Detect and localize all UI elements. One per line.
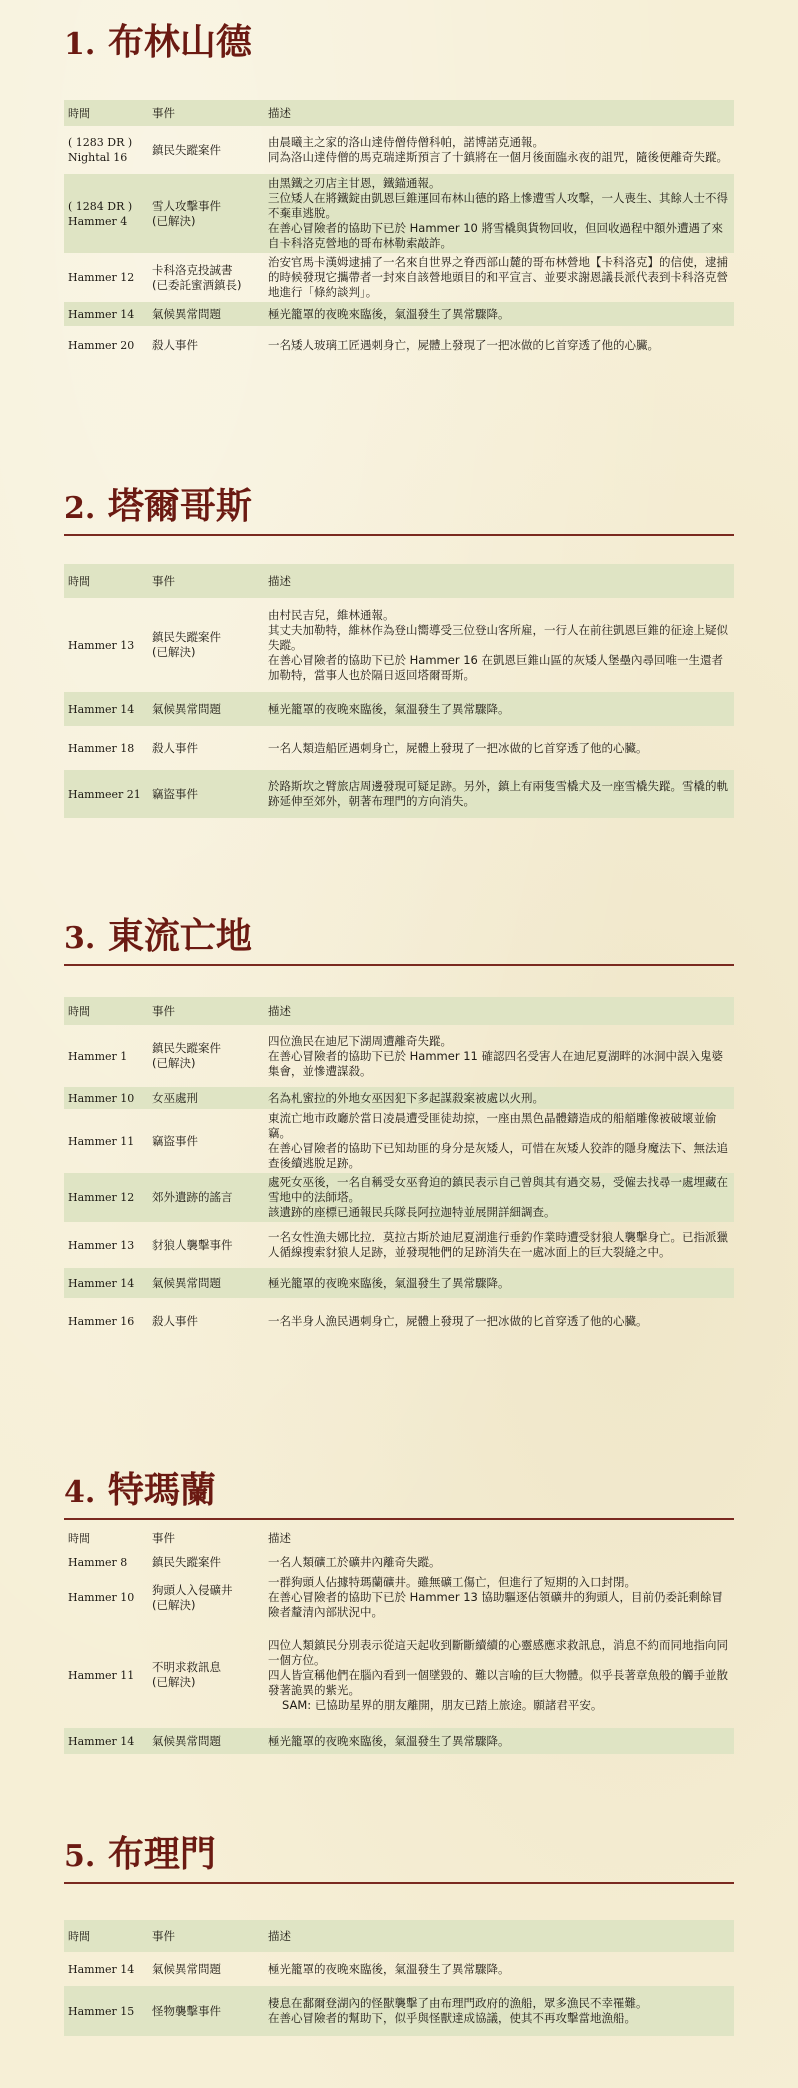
event-cell — [148, 1622, 264, 1728]
event-line: 豺狼人襲擊事件 — [152, 1237, 233, 1252]
description-line: 一名矮人玻璃工匠遇刺身亡，屍體上發現了一把冰做的匕首穿透了他的心臟。 — [268, 337, 659, 352]
table-row — [64, 1952, 734, 1986]
time-line: Hammer 14 — [68, 1276, 135, 1290]
time-cell — [64, 1173, 148, 1222]
event-cell — [148, 770, 264, 818]
section-title — [64, 1468, 734, 1512]
time-line: Hammer 1 — [68, 1049, 128, 1063]
description-line: 在善心冒險者的協助下已於 Hammer 16 在凱恩巨錐山區的灰矮人堡壘內尋回唯一生還者加勒特，當事人也於隔日返回塔爾哥斯。 — [268, 652, 723, 682]
description-line: 一群狗頭人佔據特瑪蘭礦井。雖無礦工傷亡，但進行了短期的入口封閉。 — [268, 1575, 636, 1589]
description-cell — [264, 1087, 734, 1109]
description-line: 一名人類礦工於礦井內離奇失蹤。 — [268, 1554, 441, 1569]
time-line: Hammer 12 — [68, 1191, 135, 1204]
description-cell — [264, 1222, 734, 1268]
event-line: 鎮民失蹤案件 — [152, 1554, 221, 1569]
description-line: 其丈夫加勒特，維林作為登山嚮導受三位登山客所雇，一行人在前往凱恩巨錐的征途上疑似失蹤。 — [268, 622, 728, 652]
table-header-row — [64, 1920, 734, 1952]
event-line: 氣候異常問題 — [152, 1733, 221, 1748]
table-row — [64, 253, 734, 302]
time-line: Hammer 8 — [68, 1555, 128, 1569]
event-line: 氣候異常問題 — [152, 1275, 221, 1290]
section-3 — [64, 914, 734, 966]
description-line: 於路斯坎之臂旅店周邊發現可疑足跡。另外，鎮上有兩隻雪橇犬及一座雪橇失蹤。雪橇的軌跡延伸至郊外，朝著布理門的方向消失。 — [268, 779, 728, 808]
event-cell — [148, 1551, 264, 1573]
event-line: (已解決) — [152, 213, 196, 228]
description-cell — [264, 692, 734, 726]
column-header: 時間 — [64, 997, 148, 1025]
column-header: 時間 — [64, 564, 148, 598]
description-line: 在善心冒險者的幫助下，似乎與怪獸達成協議，使其不再攻擊當地漁船。 — [268, 2011, 636, 2025]
description-line: 同為洛山達侍僧的馬克瑞達斯預言了十鎮將在一個月後面臨永夜的詛咒，隨後便離奇失蹤。 — [268, 150, 728, 164]
table-row — [64, 326, 734, 364]
section-rule — [64, 1518, 734, 1520]
description-cell — [264, 1268, 734, 1298]
table-row — [64, 1551, 734, 1573]
table-5 — [64, 1920, 734, 2036]
event-line: 竊盜事件 — [152, 786, 198, 801]
description-line: 在善心冒險者的協助下已於 Hammer 11 確認四名受害人在迪尼夏湖畔的冰洞中誤入鬼婆集會，並慘遭謀殺。 — [268, 1048, 723, 1078]
time-cell — [64, 1087, 148, 1109]
events-table — [64, 100, 734, 364]
event-line: (已解決) — [152, 1675, 196, 1689]
description-line: 四位漁民在迪尼下湖周遭離奇失蹤。 — [268, 1033, 452, 1048]
column-header: 描述 — [264, 1920, 734, 1952]
time-line: Hammeer 21 — [68, 787, 141, 801]
section-title — [64, 914, 734, 958]
description-line: 在善心冒險者的協助下已於 Hammer 10 將雪橇與貨物回收，但回收過程中額外遭遇了來自卡科洛克營地的哥布林勒索敲詐。 — [268, 221, 723, 250]
description-line: 一名半身人漁民遇刺身亡，屍體上發現了一把冰做的匕首穿透了他的心臟。 — [268, 1313, 648, 1328]
description-line: 棲息在鄱爾登湖內的怪獸襲擊了由布理門政府的漁船，眾多漁民不幸罹難。 — [268, 1996, 648, 2010]
time-line: Hammer 10 — [68, 1091, 135, 1105]
table-4 — [64, 1525, 734, 1754]
event-line: (已解決) — [152, 1056, 196, 1070]
events-table — [64, 997, 734, 1344]
description-cell — [264, 1573, 734, 1622]
table-header-row — [64, 564, 734, 598]
event-cell — [148, 1222, 264, 1268]
description-cell — [264, 1622, 734, 1728]
description-cell — [264, 1551, 734, 1573]
column-header: 事件 — [148, 997, 264, 1025]
table-header-row — [64, 997, 734, 1025]
description-line: 極光籠罩的夜晚來臨後，氣溫發生了異常驟降。 — [268, 1275, 510, 1290]
event-line: 雪人攻擊事件 — [152, 198, 221, 213]
table-row — [64, 598, 734, 692]
event-cell — [148, 1087, 264, 1109]
events-table — [64, 564, 734, 818]
section-title — [64, 1832, 734, 1876]
section-number: 5. — [64, 1839, 96, 1874]
time-cell — [64, 326, 148, 364]
column-header: 時間 — [64, 1920, 148, 1952]
description-cell — [264, 1109, 734, 1173]
description-cell — [264, 1728, 734, 1754]
description-line: 治安官馬卡漢姆逮捕了一名來自世界之脊西部山麓的哥布林營地【卡科洛克】的信使，逮捕的時候發現它攜帶者一封來自該營地頭目的和平宣言、並要求謝恩議長派代表到卡科洛克營地進行「條約談判」。 — [268, 255, 728, 299]
table-row — [64, 726, 734, 770]
section-name: 特瑪蘭 — [107, 1469, 216, 1511]
event-line: (已委託蜜酒鎮長) — [152, 277, 242, 292]
time-line: Hammer 14 — [68, 1734, 135, 1748]
table-row — [64, 302, 734, 326]
description-line: 三位矮人在將鐵錠由凱恩巨錐運回布林山德的路上慘遭雪人攻擊，一人喪生、其餘人士不得不棄車逃脫。 — [268, 191, 728, 220]
description-cell — [264, 770, 734, 818]
event-cell — [148, 126, 264, 174]
table-row — [64, 1728, 734, 1754]
events-table — [64, 1920, 734, 2036]
section-1 — [64, 20, 734, 92]
event-cell — [148, 726, 264, 770]
event-cell — [148, 1573, 264, 1622]
time-line: Hammer 15 — [68, 2004, 135, 2018]
description-cell — [264, 326, 734, 364]
table-row — [64, 1986, 734, 2036]
column-header: 時間 — [64, 100, 148, 126]
description-line: 由黑鐵之刃店主甘恩，鐵錨通報。 — [268, 176, 441, 190]
time-cell — [64, 598, 148, 692]
event-line: 不明求救訊息 — [152, 1660, 221, 1674]
time-cell — [64, 692, 148, 726]
description-line: 極光籠罩的夜晚來臨後，氣溫發生了異常驟降。 — [268, 1961, 510, 1976]
table-row — [64, 1268, 734, 1298]
time-line: Hammer 20 — [68, 338, 135, 352]
column-header: 描述 — [264, 100, 734, 126]
column-header: 描述 — [264, 997, 734, 1025]
section-number: 3. — [64, 921, 96, 956]
event-cell — [148, 1109, 264, 1173]
event-line: (已解決) — [152, 645, 196, 659]
column-header: 事件 — [148, 100, 264, 126]
time-line: Hammer 11 — [68, 1134, 135, 1148]
description-line: 東流亡地市政廳於當日凌晨遭受匪徒劫掠，一座由黑色晶體鑄造成的船艏雕像被破壞並偷竊。 — [268, 1111, 717, 1140]
section-5 — [64, 1832, 734, 1884]
table-header-row — [64, 100, 734, 126]
description-line: 一名女性漁夫娜比拉．莫拉古斯於迪尼夏湖進行垂釣作業時遭受豺狼人襲擊身亡。已指派獵人循線搜索豺狼人足跡，並發現牠們的足跡消失在一處冰面上的巨大裂縫之中。 — [268, 1230, 728, 1259]
event-cell — [148, 1298, 264, 1344]
table-row — [64, 1109, 734, 1173]
time-cell — [64, 1268, 148, 1298]
description-line: SAM: 已協助星界的朋友離開，朋友已踏上旅途。願諸君平安。 — [282, 1697, 603, 1712]
event-cell — [148, 1728, 264, 1754]
table-row — [64, 174, 734, 253]
column-header: 描述 — [264, 564, 734, 598]
time-cell — [64, 174, 148, 253]
description-line: 在善心冒險者的協助下已於 Hammer 13 協助驅逐佔領礦井的狗頭人，目前仍委託剩餘冒險者釐清內部狀況中。 — [268, 1590, 723, 1619]
description-cell — [264, 1986, 734, 2036]
table-row — [64, 126, 734, 174]
description-line: 四人皆宣稱他們在腦內看到一個墜毀的、難以言喻的巨大物體。似乎長著章魚般的觸手並散發著詭異的紫光。 — [268, 1667, 728, 1697]
time-line: Hammer 10 — [68, 1591, 135, 1604]
table-2 — [64, 564, 734, 818]
time-line: Hammer 13 — [68, 1238, 135, 1252]
time-cell — [64, 1551, 148, 1573]
column-header: 時間 — [68, 1531, 90, 1545]
column-header: 描述 — [268, 1530, 291, 1545]
table-row — [64, 1173, 734, 1222]
table-row — [64, 1622, 734, 1728]
event-line: 殺人事件 — [152, 1313, 198, 1328]
section-name: 布林山德 — [107, 21, 252, 63]
description-cell — [264, 1298, 734, 1344]
event-cell — [148, 174, 264, 253]
section-rule — [64, 534, 734, 536]
description-cell — [264, 302, 734, 326]
event-line: 氣候異常問題 — [152, 1961, 221, 1976]
table-1 — [64, 100, 734, 364]
event-line: 狗頭人入侵礦井 — [152, 1582, 233, 1597]
table-header-row — [64, 1525, 734, 1551]
time-line: Hammer 14 — [68, 1962, 135, 1976]
table-row — [64, 1222, 734, 1268]
section-number: 4. — [64, 1475, 96, 1510]
section-title — [64, 20, 734, 64]
time-cell — [64, 770, 148, 818]
description-line: 極光籠罩的夜晚來臨後，氣溫發生了異常驟降。 — [268, 306, 510, 321]
event-line: 女巫處刑 — [152, 1090, 198, 1105]
time-line: Nightal 16 — [68, 151, 128, 164]
description-cell — [264, 1952, 734, 1986]
time-cell — [64, 302, 148, 326]
event-line: 卡科洛克投誠書 — [152, 262, 233, 277]
time-cell — [64, 253, 148, 302]
time-cell — [64, 126, 148, 174]
description-line: 該遺跡的座標已通報民兵隊長阿拉迦特並展開詳細調查。 — [268, 1205, 556, 1219]
event-line: 殺人事件 — [152, 337, 198, 352]
time-cell — [64, 1622, 148, 1728]
time-line: Hammer 14 — [68, 702, 135, 716]
section-name: 布理門 — [107, 1833, 216, 1875]
events-table — [64, 1525, 734, 1754]
event-cell — [148, 326, 264, 364]
event-cell — [148, 598, 264, 692]
event-line: 鎮民失蹤案件 — [152, 1041, 221, 1055]
event-cell — [148, 1025, 264, 1087]
section-number: 2. — [64, 491, 96, 526]
event-line: 氣候異常問題 — [152, 306, 221, 321]
table-row — [64, 1298, 734, 1344]
description-line: 由晨曦主之家的洛山達侍僧侍僧科帕，諾博諾克通報。 — [268, 135, 544, 149]
time-line: Hammer 13 — [68, 638, 135, 652]
description-cell — [264, 726, 734, 770]
event-line: 竊盜事件 — [152, 1133, 198, 1148]
event-line: 怪物襲擊事件 — [152, 2003, 221, 2018]
description-line: 一名人類造船匠遇刺身亡，屍體上發現了一把冰做的匕首穿透了他的心臟。 — [268, 740, 648, 755]
time-cell — [64, 1986, 148, 2036]
time-line: Hammer 14 — [68, 307, 135, 321]
time-cell — [64, 1298, 148, 1344]
event-line: 郊外遺跡的謠言 — [152, 1190, 233, 1204]
table-row — [64, 770, 734, 818]
description-line: 名為札蜜拉的外地女巫因犯下多起謀殺案被處以火刑。 — [268, 1090, 544, 1105]
description-cell — [264, 598, 734, 692]
event-cell — [148, 1952, 264, 1986]
column-header: 事件 — [148, 564, 264, 598]
section-number: 1. — [64, 27, 96, 62]
description-line: 由村民吉兒，維林通報。 — [268, 607, 395, 622]
time-line: Hammer 18 — [68, 741, 135, 755]
time-line: ( 1283 DR ) — [68, 136, 133, 149]
column-header: 事件 — [148, 1920, 264, 1952]
time-cell — [64, 1109, 148, 1173]
table-row — [64, 692, 734, 726]
event-cell — [148, 692, 264, 726]
table-row — [64, 1573, 734, 1622]
description-line: 處死女巫後，一名自稱受女巫脅迫的鎮民表示自己曾與其有過交易，受僱去找尋一處埋藏在雪地中的法師塔。 — [268, 1175, 728, 1204]
section-name: 東流亡地 — [107, 915, 252, 957]
description-line: 極光籠罩的夜晚來臨後，氣溫發生了異常驟降。 — [268, 1733, 510, 1748]
section-name: 塔爾哥斯 — [107, 485, 252, 527]
event-line: 鎮民失蹤案件 — [152, 142, 221, 157]
event-line: 殺人事件 — [152, 740, 198, 755]
event-line: 氣候異常問題 — [152, 701, 221, 716]
table-row — [64, 1025, 734, 1087]
time-line: Hammer 16 — [68, 1314, 135, 1328]
time-line: Hammer 12 — [68, 271, 135, 284]
time-cell — [64, 1573, 148, 1622]
time-cell — [64, 726, 148, 770]
description-cell — [264, 253, 734, 302]
table-row — [64, 1087, 734, 1109]
event-line: 鎮民失蹤案件 — [152, 630, 221, 644]
time-cell — [64, 1952, 148, 1986]
section-rule — [64, 1882, 734, 1884]
section-title — [64, 484, 734, 528]
time-cell — [64, 1025, 148, 1087]
description-cell — [264, 126, 734, 174]
description-line: 極光籠罩的夜晚來臨後，氣溫發生了異常驟降。 — [268, 701, 510, 716]
time-line: Hammer 11 — [68, 1668, 135, 1682]
event-cell — [148, 253, 264, 302]
time-cell — [64, 1728, 148, 1754]
section-rule — [64, 964, 734, 966]
event-cell — [148, 1268, 264, 1298]
time-line: ( 1284 DR ) — [68, 199, 133, 213]
event-line: (已解決) — [152, 1597, 196, 1612]
section-4 — [64, 1468, 734, 1520]
event-cell — [148, 1986, 264, 2036]
event-cell — [148, 302, 264, 326]
description-cell — [264, 1025, 734, 1087]
description-cell — [264, 174, 734, 253]
table-3 — [64, 997, 734, 1344]
column-header: 事件 — [152, 1530, 175, 1545]
time-cell — [64, 1222, 148, 1268]
event-cell — [148, 1173, 264, 1222]
section-2 — [64, 484, 734, 536]
description-line: 在善心冒險者的協助下已知劫匪的身分是灰矮人，可惜在灰矮人狡詐的隱身魔法下、無法追查後續逃脫足跡。 — [268, 1141, 728, 1170]
description-cell — [264, 1173, 734, 1222]
time-line: Hammer 4 — [68, 214, 128, 228]
description-line: 四位人類鎮民分別表示從這天起收到斷斷續續的心靈感應求救訊息，消息不約而同地指向同一個方位。 — [268, 1637, 728, 1667]
